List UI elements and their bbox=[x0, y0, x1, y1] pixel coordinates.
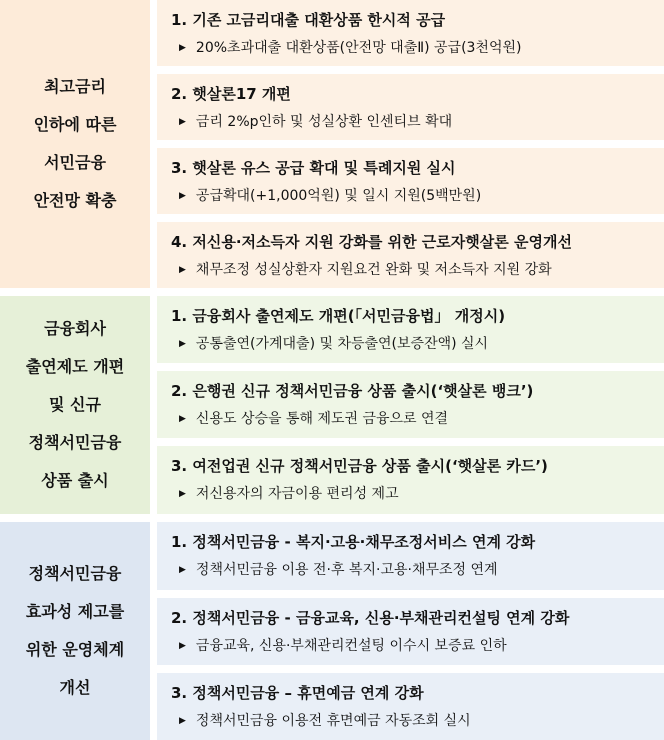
item-title: 3. 여전업권 신규 정책서민금융 상품 출시(‘햇살론 카드’) bbox=[171, 457, 548, 475]
section-3-item-3 bbox=[157, 673, 664, 740]
item-detail-text: 금융교육, 신용·부채관리컨설팅 이수시 보증료 인하 bbox=[195, 638, 507, 654]
section-2-label: 금융회사 출연제도 개편 및 신규 정책서민금융 상품 출시 bbox=[25, 319, 125, 490]
section-1-label-box bbox=[0, 0, 150, 288]
bullet-icon: ▶ bbox=[179, 191, 186, 201]
section-2-label-box bbox=[0, 296, 150, 514]
item-detail-text: 채무조정 성실상환자 지원요건 완화 및 저소득자 지원 강화 bbox=[195, 262, 552, 278]
item-detail-text: 저신용자의 자금이용 편리성 제고 bbox=[195, 486, 399, 502]
item-detail bbox=[179, 408, 448, 428]
section-1-label: 최고금리 인하에 따른 서민금융 안전망 확충 bbox=[33, 77, 117, 210]
section-1-item-4 bbox=[157, 222, 664, 288]
item-title: 3. 정책서민금융 – 휴면예금 연계 강화 bbox=[171, 684, 424, 702]
item-detail-text: 정책서민금융 이용전 휴면예금 자동조회 실시 bbox=[195, 713, 471, 729]
item-detail-text: 20%초과대출 대환상품(안전망 대출Ⅱ) 공급(3천억원) bbox=[195, 40, 522, 56]
item-detail bbox=[179, 710, 471, 730]
bullet-icon: ▶ bbox=[179, 414, 186, 424]
section-1-item-1 bbox=[157, 0, 664, 66]
section-3-label-box bbox=[0, 522, 150, 740]
section-1-item-3 bbox=[157, 148, 664, 214]
item-detail bbox=[179, 185, 481, 205]
section-2-item-3 bbox=[157, 446, 664, 514]
item-detail-text: 금리 2%p인하 및 성실상환 인센티브 확대 bbox=[195, 114, 453, 130]
item-title: 1. 기존 고금리대출 대환상품 한시적 공급 bbox=[171, 11, 446, 29]
item-title: 2. 햇살론17 개편 bbox=[171, 85, 291, 103]
bullet-icon: ▶ bbox=[179, 265, 186, 275]
section-3-label: 정책서민금융 효과성 제고를 위한 운영체계 개선 bbox=[25, 564, 125, 697]
item-detail bbox=[179, 111, 452, 131]
section-1-items bbox=[157, 0, 664, 288]
bullet-icon: ▶ bbox=[179, 43, 186, 53]
bullet-icon: ▶ bbox=[179, 716, 186, 726]
item-detail bbox=[179, 483, 399, 503]
section-3-item-2 bbox=[157, 598, 664, 665]
item-detail bbox=[179, 635, 507, 655]
item-detail bbox=[179, 333, 488, 353]
item-title: 3. 햇살론 유스 공급 확대 및 특례지원 실시 bbox=[171, 159, 456, 177]
item-detail bbox=[179, 37, 521, 57]
item-title: 1. 금융회사 출연제도 개편(「서민금융법」 개정시) bbox=[171, 307, 506, 325]
bullet-icon: ▶ bbox=[179, 565, 186, 575]
section-1-item-2 bbox=[157, 74, 664, 140]
item-detail bbox=[179, 559, 498, 579]
item-detail-text: 신용도 상승을 통해 제도권 금융으로 연결 bbox=[195, 411, 449, 427]
bullet-icon: ▶ bbox=[179, 117, 186, 127]
item-title: 1. 정책서민금융 - 복지·고용·채무조정서비스 연계 강화 bbox=[171, 533, 536, 551]
section-3-item-1 bbox=[157, 522, 664, 590]
item-detail-text: 공통출연(가계대출) 및 차등출연(보증잔액) 실시 bbox=[195, 336, 489, 352]
section-3 bbox=[0, 522, 664, 740]
bullet-icon: ▶ bbox=[179, 339, 186, 349]
section-2 bbox=[0, 296, 664, 514]
item-title: 2. 은행권 신규 정책서민금융 상품 출시(‘햇살론 뱅크’) bbox=[171, 382, 534, 400]
section-1 bbox=[0, 0, 664, 288]
item-title: 2. 정책서민금융 - 금융교육, 신용·부채관리컨설팅 연계 강화 bbox=[171, 609, 570, 627]
bullet-icon: ▶ bbox=[179, 641, 186, 651]
item-detail-text: 공급확대(+1,000억원) 및 일시 지원(5백만원) bbox=[195, 188, 482, 204]
section-2-item-1 bbox=[157, 296, 664, 363]
section-2-item-2 bbox=[157, 371, 664, 438]
section-2-items bbox=[157, 296, 664, 514]
item-detail-text: 정책서민금융 이용 전·후 복지·고용·채무조정 연계 bbox=[195, 562, 498, 578]
section-3-items bbox=[157, 522, 664, 740]
bullet-icon: ▶ bbox=[179, 489, 186, 499]
item-title: 4. 저신용·저소득자 지원 강화를 위한 근로자햇살론 운영개선 bbox=[171, 233, 572, 251]
item-detail bbox=[179, 259, 552, 279]
